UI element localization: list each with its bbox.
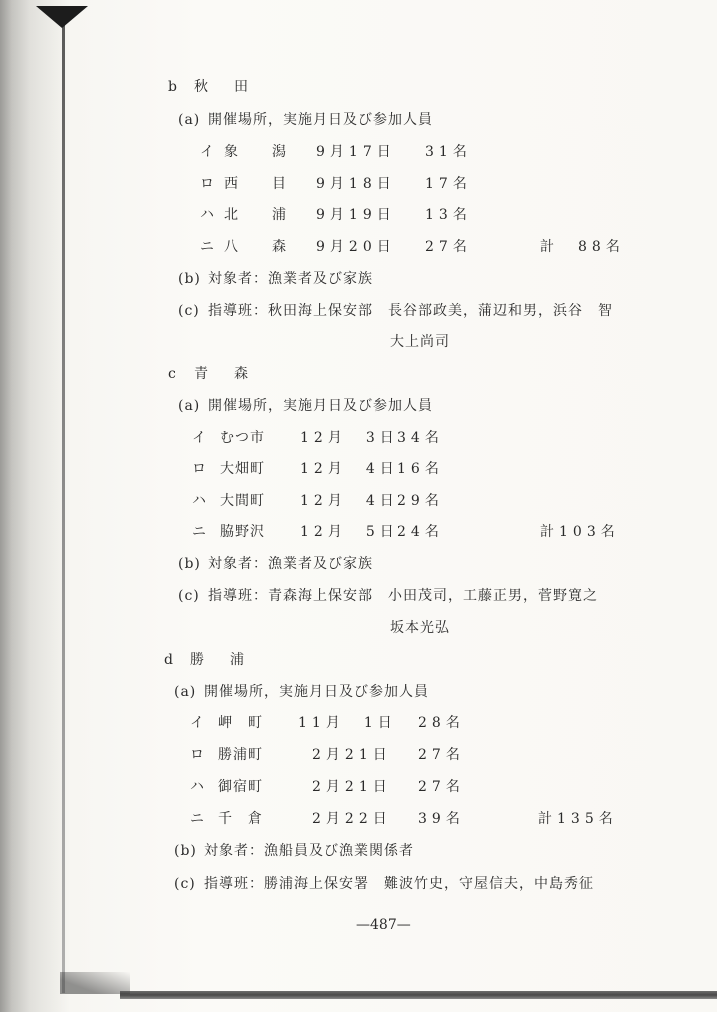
item-text: 対象者：漁業者及び家族 xyxy=(208,271,373,287)
row-place: 脇野沢 xyxy=(220,524,265,540)
item-label: (c) xyxy=(174,876,196,892)
row-date: 12月 4日 xyxy=(300,461,399,477)
row-date: 2月22日 xyxy=(312,811,392,827)
row-mark: ロ xyxy=(192,461,207,477)
section-marker: b xyxy=(168,79,178,95)
row-mark: ニ xyxy=(190,811,205,827)
scan-corner-mark xyxy=(36,6,88,28)
item-text: 開催場所，実施月日及び参加人員 xyxy=(208,112,433,128)
row-place: 勝浦町 xyxy=(218,747,263,763)
item-text-continued: 坂本光弘 xyxy=(390,620,450,636)
section-title: 秋 田 xyxy=(194,79,254,95)
binding-shadow xyxy=(0,0,70,1012)
row-mark: ニ xyxy=(192,524,207,540)
item-text: 指導班：秋田海上保安部 長谷部政美，蒲辺和男，浜谷 智 xyxy=(208,303,613,319)
row-place: 八 森 xyxy=(224,239,296,255)
row-date: 12月 3日 xyxy=(300,430,399,446)
row-mark: イ xyxy=(192,430,207,446)
item-text: 開催場所，実施月日及び参加人員 xyxy=(208,398,433,414)
binding-edge xyxy=(62,8,65,993)
item-label: (c) xyxy=(178,303,200,319)
row-count: 17名 xyxy=(425,176,472,192)
row-count: 27名 xyxy=(425,239,472,255)
row-place: 大畑町 xyxy=(220,461,265,477)
row-place: 西 目 xyxy=(224,176,296,192)
item-text: 指導班：青森海上保安部 小田茂司，工藤正男，菅野寛之 xyxy=(208,588,598,604)
row-place: むつ市 xyxy=(220,430,265,446)
section-marker: d xyxy=(164,652,174,668)
row-count: 28名 xyxy=(418,715,465,731)
item-label: (b) xyxy=(178,556,201,572)
row-total: 計103名 xyxy=(540,524,620,540)
row-mark: イ xyxy=(200,144,215,160)
row-count: 27名 xyxy=(418,779,465,795)
row-mark: ロ xyxy=(200,176,215,192)
row-mark: ニ xyxy=(200,239,215,255)
row-date: 2月21日 xyxy=(312,779,392,795)
row-count: 29名 xyxy=(397,493,444,509)
row-count: 39名 xyxy=(418,811,465,827)
row-total: 計 88名 xyxy=(540,239,625,255)
row-date: 9月20日 xyxy=(316,239,396,255)
page-number: —487— xyxy=(356,917,411,933)
row-place: 千 倉 xyxy=(218,811,263,827)
item-label: (c) xyxy=(178,588,200,604)
row-count: 24名 xyxy=(397,524,444,540)
row-place: 象 潟 xyxy=(224,144,296,160)
row-mark: ハ xyxy=(200,207,215,223)
row-place: 岬 町 xyxy=(218,715,263,731)
row-count: 27名 xyxy=(418,747,465,763)
row-mark: ハ xyxy=(192,493,207,509)
row-date: 12月 5日 xyxy=(300,524,399,540)
item-label: (a) xyxy=(178,112,201,128)
item-text: 指導班：勝浦海上保安署 難波竹史，守屋信夫，中島秀征 xyxy=(204,876,594,892)
item-label: (b) xyxy=(174,843,197,859)
row-mark: ロ xyxy=(190,747,205,763)
item-label: (b) xyxy=(178,271,201,287)
row-count: 16名 xyxy=(397,461,444,477)
row-mark: イ xyxy=(190,715,205,731)
section-title: 勝 浦 xyxy=(190,652,250,668)
section-title: 青 森 xyxy=(194,366,254,382)
row-date: 9月17日 xyxy=(316,144,396,160)
item-text: 対象者：漁業者及び家族 xyxy=(208,556,373,572)
row-date: 11月 1日 xyxy=(298,715,397,731)
row-count: 13名 xyxy=(425,207,472,223)
row-date: 9月19日 xyxy=(316,207,396,223)
row-date: 2月21日 xyxy=(312,747,392,763)
row-place: 北 浦 xyxy=(224,207,296,223)
item-text-continued: 大上尚司 xyxy=(390,334,450,350)
row-mark: ハ xyxy=(190,779,205,795)
row-place: 御宿町 xyxy=(218,779,263,795)
item-text: 開催場所，実施月日及び参加人員 xyxy=(204,684,429,700)
section-marker: c xyxy=(168,366,177,382)
row-count: 34名 xyxy=(397,430,444,446)
item-text: 対象者：漁船員及び漁業関係者 xyxy=(204,843,414,859)
row-count: 31名 xyxy=(425,144,472,160)
row-total: 計135名 xyxy=(538,811,618,827)
row-date: 9月18日 xyxy=(316,176,396,192)
item-label: (a) xyxy=(178,398,201,414)
row-date: 12月 4日 xyxy=(300,493,399,509)
row-place: 大間町 xyxy=(220,493,265,509)
page-bottom-edge xyxy=(120,991,717,999)
item-label: (a) xyxy=(174,684,197,700)
